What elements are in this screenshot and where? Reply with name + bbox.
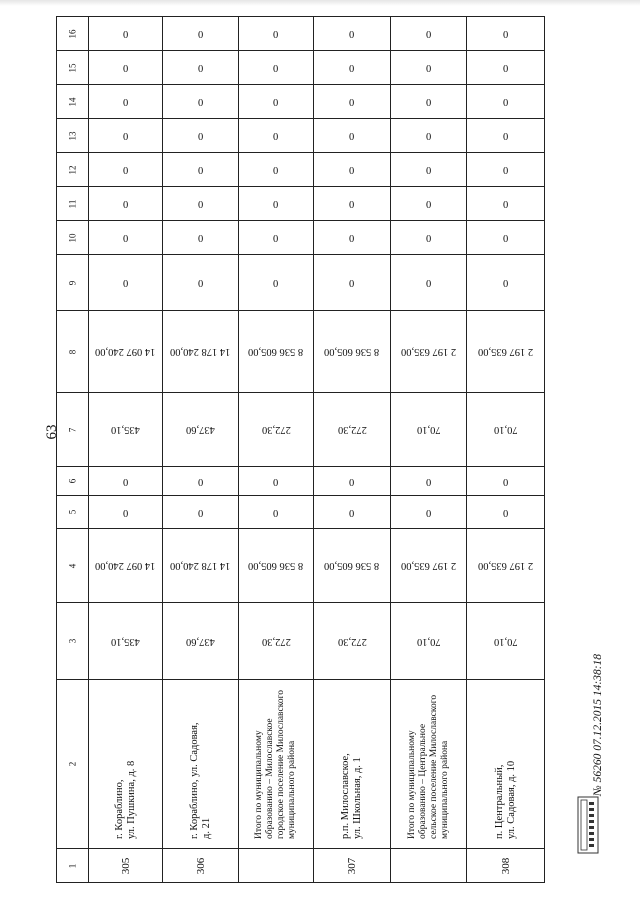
value-text: 0 [349,475,355,487]
address-cell [391,680,467,849]
value-cell [467,496,545,529]
value-text: 0 [425,28,432,39]
registration-stamp: № 56260 07.12.2015 14:38:18 [592,653,604,797]
column-header-label: 14 [67,97,78,106]
value-text: 0 [425,232,432,243]
value-text: 0 [349,232,355,243]
value-text: 0 [425,475,432,487]
value-text: 8 536 605,00 [324,346,380,357]
value-cell [391,603,467,680]
table-row [57,187,545,221]
value-cell [89,85,163,119]
value-text: 14 097 240,00 [95,560,156,571]
value-text: 0 [197,198,204,209]
value-text: 437,60 [186,635,215,647]
value-cell [163,187,239,221]
value-cell [239,311,314,393]
value-cell [391,85,467,119]
value-text: 0 [122,164,129,175]
row-id: 307 [346,857,358,874]
value-cell [163,85,239,119]
column-header [57,680,89,849]
address-cell [89,680,163,849]
address-cell [314,680,391,849]
address-cell [163,680,239,849]
value-cell [314,496,391,529]
value-cell [163,255,239,311]
address-cell [467,680,545,849]
value-cell [314,467,391,496]
value-text: 0 [425,164,432,175]
value-text: 0 [197,96,204,107]
table-row [57,680,545,849]
value-cell [467,311,545,393]
value-text: 0 [122,475,129,487]
value-text: 0 [197,164,204,175]
value-text: 0 [502,96,509,107]
value-cell [239,51,314,85]
table-row [57,467,545,496]
value-text: 14 178 240,00 [170,560,231,571]
value-cell [314,153,391,187]
value-text: 0 [122,130,129,141]
column-header-label: 13 [67,131,78,140]
page-number: 63 [44,424,60,440]
value-cell [314,85,391,119]
value-cell [391,529,467,603]
value-cell [239,153,314,187]
value-cell [314,17,391,51]
row-id-cell [314,849,391,883]
table-row [57,153,545,187]
column-header-label: 12 [67,165,78,174]
value-text: 0 [502,62,509,73]
value-text: 0 [425,277,432,288]
value-text: 0 [273,232,279,243]
value-cell [314,255,391,311]
value-text: 0 [273,96,279,107]
value-text: 2 197 635,00 [400,560,457,571]
column-header [57,153,89,187]
value-text: 0 [273,475,279,487]
column-header-label: 9 [67,280,78,285]
value-text: 0 [502,164,509,175]
column-header-label: 7 [67,427,78,432]
address-cell [239,680,314,849]
row-id-cell [239,849,314,883]
value-text: 0 [197,28,204,39]
value-cell [467,85,545,119]
column-header-label: 2 [67,761,78,767]
value-cell [89,51,163,85]
value-cell [467,529,545,603]
value-text: 0 [197,277,204,288]
value-cell [89,255,163,311]
value-text: 0 [349,198,355,209]
value-text: 0 [502,232,509,243]
column-header-label: 16 [67,29,78,38]
value-cell [314,221,391,255]
value-text: 0 [273,506,279,518]
value-text: 0 [122,277,129,288]
value-text: 272,30 [337,424,367,435]
value-cell [314,51,391,85]
value-text: 14 097 240,00 [95,346,156,357]
table-row [57,311,545,393]
value-cell [391,17,467,51]
value-text: 0 [502,506,509,518]
value-cell [163,17,239,51]
table-row [57,529,545,603]
table-row [57,496,545,529]
value-cell [239,496,314,529]
column-header [57,467,89,496]
value-cell [89,153,163,187]
column-header-label: 6 [67,478,78,484]
value-cell [467,153,545,187]
value-text: 0 [349,506,355,518]
value-cell [163,467,239,496]
row-id: 305 [119,857,132,874]
value-text: 0 [122,232,129,243]
data-table [56,16,545,883]
value-cell [89,17,163,51]
seal-icon [577,796,599,854]
column-header-label: 8 [67,349,78,354]
value-text: 0 [502,28,509,39]
column-header-label: 5 [67,509,78,515]
row-id-cell [391,849,467,883]
value-text: 0 [349,28,355,39]
value-cell [163,603,239,680]
value-text: 0 [273,198,279,209]
column-header [57,51,89,85]
value-cell [391,393,467,467]
value-text: 0 [273,62,279,73]
row-id: 306 [194,857,207,874]
value-cell [239,393,314,467]
value-text: 0 [197,130,204,141]
column-header-label: 3 [67,638,78,644]
value-cell [467,119,545,153]
table-row [57,255,545,311]
value-cell [314,529,391,603]
value-text: 0 [122,506,129,518]
value-cell [239,255,314,311]
value-text: 0 [197,232,204,243]
value-cell [391,467,467,496]
value-cell [89,467,163,496]
value-text: 8 536 605,00 [248,346,304,357]
address-text: р.п. Милославское, ул. Школьная, д. 1 [340,753,363,839]
column-header-label: 4 [67,563,78,568]
value-cell [163,119,239,153]
value-cell [391,187,467,221]
value-text: 0 [349,130,355,141]
value-cell [239,187,314,221]
table-row [57,85,545,119]
column-header [57,85,89,119]
row-id: 308 [499,857,512,874]
column-header [57,221,89,255]
value-text: 0 [273,277,279,288]
value-text: 0 [502,130,509,141]
value-text: 0 [122,198,129,209]
value-cell [467,467,545,496]
value-text: 0 [273,130,279,141]
column-header [57,393,89,467]
value-cell [314,187,391,221]
value-text: 70,10 [493,635,518,647]
column-header [57,496,89,529]
address-text: п. Центральный, ул. Садовая, д. 10 [493,760,517,839]
value-cell [467,603,545,680]
value-text: 70,10 [416,635,441,647]
value-cell [314,119,391,153]
column-header [57,311,89,393]
value-cell [163,153,239,187]
value-cell [467,255,545,311]
row-id-cell [163,849,239,883]
value-cell [89,187,163,221]
value-cell [314,393,391,467]
value-text: 0 [273,28,279,39]
value-cell [239,529,314,603]
address-text: г. Кораблино, ул. Садовая, д. 21 [188,722,212,839]
column-header [57,603,89,680]
value-text: 0 [197,506,204,518]
value-cell [163,529,239,603]
value-text: 0 [349,62,355,73]
value-cell [467,393,545,467]
value-cell [467,221,545,255]
value-cell [314,311,391,393]
value-text: 0 [502,475,509,487]
column-header [57,255,89,311]
table-row [57,849,545,883]
value-cell [467,51,545,85]
value-text: 2 197 635,00 [477,346,534,357]
value-text: 70,10 [493,424,518,435]
value-text: 0 [197,475,204,487]
table-row [57,51,545,85]
value-text: 0 [349,277,355,288]
value-cell [314,603,391,680]
table-row [57,17,545,51]
column-header [57,17,89,51]
value-text: 0 [122,96,129,107]
row-id-cell [89,849,163,883]
value-text: 0 [502,198,509,209]
row-id-cell [467,849,545,883]
table-row [57,603,545,680]
address-text: Итого по муниципальному образованию – Милославское городское поселение Милославского муниципального района [254,690,297,839]
value-text: 70,10 [416,424,441,435]
value-text: 272,30 [337,635,367,647]
value-cell [89,393,163,467]
value-text: 0 [502,277,509,288]
value-text: 0 [197,62,204,73]
value-cell [89,603,163,680]
value-text: 0 [425,62,432,73]
value-cell [89,119,163,153]
column-header-label: 1 [67,863,78,868]
value-cell [391,221,467,255]
value-cell [239,85,314,119]
value-cell [467,17,545,51]
value-cell [467,187,545,221]
value-text: 0 [349,96,355,107]
address-text: Итого по муниципальному образованию – Центральное сельское поселение Милославского муниципального района [406,694,450,839]
value-cell [391,153,467,187]
table-row [57,221,545,255]
value-text: 0 [349,164,355,175]
value-cell [89,311,163,393]
value-cell [391,496,467,529]
value-cell [239,119,314,153]
value-text: 0 [425,96,432,107]
address-text: г. Кораблино, ул. Пушкина, д. 8 [113,760,137,839]
value-text: 435,10 [111,635,140,647]
value-cell [163,393,239,467]
value-cell [391,311,467,393]
value-cell [239,221,314,255]
value-cell [163,311,239,393]
value-text: 0 [122,28,129,39]
table-row [57,119,545,153]
value-cell [163,51,239,85]
value-text: 0 [425,198,432,209]
column-header-label: 15 [67,63,78,72]
value-cell [391,119,467,153]
value-text: 437,60 [186,424,215,435]
value-cell [239,603,314,680]
value-cell [89,221,163,255]
value-text: 0 [273,164,279,175]
value-cell [89,529,163,603]
column-header [57,529,89,603]
value-cell [163,221,239,255]
scan-edge [0,0,640,6]
value-text: 0 [425,506,432,518]
value-text: 14 178 240,00 [170,346,231,357]
value-text: 8 536 605,00 [324,560,380,571]
column-header [57,849,89,883]
value-text: 272,30 [261,424,291,435]
value-cell [89,496,163,529]
column-header-label: 11 [67,199,78,208]
value-cell [163,496,239,529]
value-text: 0 [425,130,432,141]
value-cell [391,51,467,85]
value-text: 2 197 635,00 [400,346,457,357]
value-cell [391,255,467,311]
column-header-label: 10 [67,233,78,242]
value-text: 0 [122,62,129,73]
column-header [57,119,89,153]
value-cell [239,17,314,51]
value-text: 435,10 [111,424,140,435]
value-text: 8 536 605,00 [248,560,304,571]
value-text: 2 197 635,00 [477,560,534,571]
table-row [57,393,545,467]
value-text: 272,30 [261,635,291,647]
column-header [57,187,89,221]
value-cell [239,467,314,496]
